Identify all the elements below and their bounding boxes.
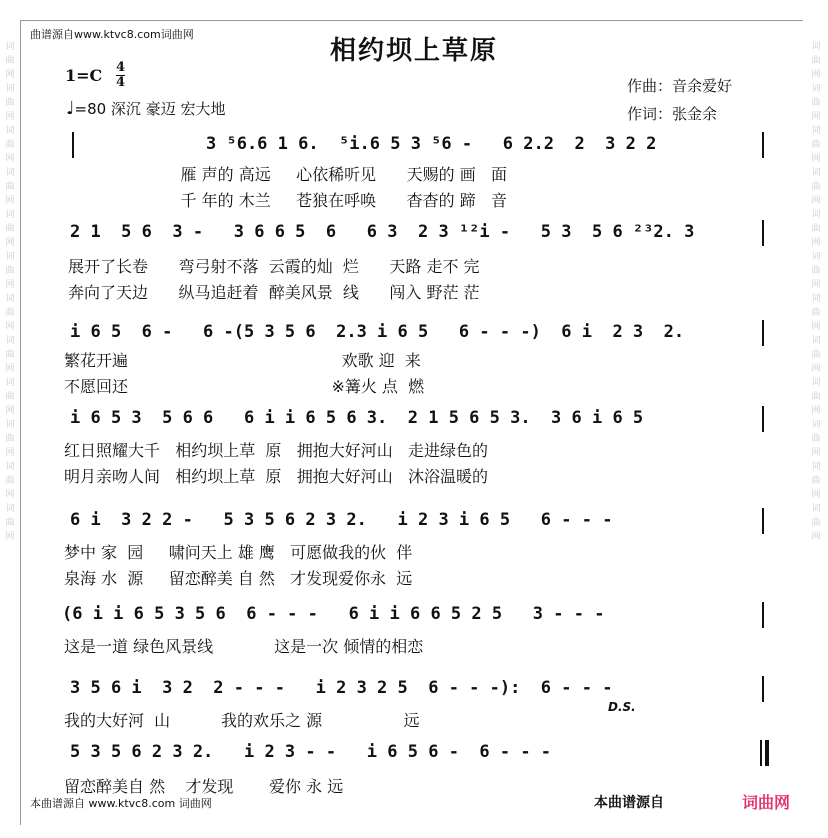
- score-line-8: [0, 740, 828, 826]
- source-link-top[interactable]: 曲谱源自www.ktvc8.com词曲网: [30, 28, 194, 41]
- final-barline: [760, 740, 762, 766]
- tempo-text: =80 深沉 豪迈 宏大地: [74, 100, 226, 118]
- lyric-verse-2: 奔向了天边 纵马追赶着 醉美风景 线 闯入 野茫 茫: [68, 283, 480, 302]
- side-watermark-left: 词曲网词曲网词曲网词曲网词曲网词曲网词曲网词曲网词曲网词曲网词曲网词曲网: [5, 42, 15, 542]
- barline: [762, 602, 764, 628]
- tempo-marking: [66, 98, 225, 119]
- lyric-verse-1: 我的大好河 山 我的欢乐之 源 远: [64, 711, 420, 730]
- lyric-verse-1: 繁花开遍 欢歌 迎 来: [64, 351, 421, 370]
- key-signature: 1=C: [65, 66, 103, 85]
- lyric-verse-1: 红日照耀大千 相约坝上草 原 拥抱大好河山 走进绿色的: [64, 441, 488, 460]
- song-title: 相约坝上草原: [329, 36, 498, 66]
- score-line-4: [0, 404, 828, 490]
- final-barline-thick: [765, 740, 769, 766]
- notation: i 6 5 6 - 6 -(5 3 5 6 2.3 i 6 5 6 - - -) 6 i 2 3 2.: [70, 322, 685, 342]
- composer: 作曲：音余爱好: [627, 77, 733, 95]
- lyricist: 作词：张金余: [627, 105, 718, 123]
- notation: 6 i 3 2 2 - 5 3 5 6 2 3 2. i 2 3 i 6 5 6 - - -: [70, 510, 613, 530]
- meter-top: 4: [116, 60, 126, 75]
- score-line-3: [0, 314, 828, 400]
- lyric-verse-2: 泉海 水 源 留恋醉美 自 然 才发现爱你永 远: [64, 569, 413, 588]
- notation: 3 ⁵6.6 1 6. ⁵i.6 5 3 ⁵6 - 6 2.2 2 3 2 2: [206, 134, 657, 154]
- lyric-verse-1: 留恋醉美自 然 才发现 爱你 永 远: [64, 777, 344, 796]
- lyric-verse-1: 这是一道 绿色风景线 这是一次 倾情的相恋: [64, 637, 424, 656]
- quarter-note-icon: ♩: [66, 98, 75, 119]
- side-watermark-right: 词曲网词曲网词曲网词曲网词曲网词曲网词曲网词曲网词曲网词曲网词曲网词曲网: [811, 42, 821, 542]
- score-line-5: [0, 506, 828, 592]
- lyric-verse-2: 不愿回还 ※篝火 点 燃: [64, 377, 425, 396]
- score-line-2: [0, 214, 828, 300]
- lyric-verse-1: 梦中 家 园 啸问天上 雄 鹰 可愿做我的伙 伴: [64, 543, 413, 562]
- lyric-verse-2: 千 年的 木兰 苍狼在呼唤 杳杳的 蹄 音: [150, 191, 507, 210]
- notation: i 6 5 3 5 6 6 6 i i 6 5 6 3. 2 1 5 6 5 3. 3 6 i 6 5: [70, 408, 644, 428]
- notation: 3 5 6 i 3 2 2 - - - i 2 3 2 5 6 - - -): 6 - - -: [70, 678, 613, 698]
- source-link-bottom[interactable]: 本曲谱源自 www.ktvc8.com 词曲网: [30, 797, 212, 810]
- source-note: 本曲谱源自: [594, 795, 664, 811]
- lyric-verse-1: 展开了长卷 弯弓射不落 云霞的灿 烂 天路 走不 完: [68, 257, 480, 276]
- notation: 2 1 5 6 3 - 3 6 6 5 6 6 3 2 3 ¹²i - 5 3 5 6 ²³2. 3: [70, 222, 695, 242]
- credits: [627, 72, 732, 128]
- barline: [762, 508, 764, 534]
- barline: [762, 676, 764, 702]
- time-signature: [116, 61, 125, 90]
- lyric-verse-1: 雁 声的 高远 心依稀听见 天赐的 画 面: [150, 165, 507, 184]
- lyric-verse-2: 明月亲吻人间 相约坝上草 原 拥抱大好河山 沐浴温暖的: [64, 467, 488, 486]
- barline: [762, 320, 764, 346]
- notation: (6 i i 6 5 3 5 6 6 - - - 6 i i 6 6 5 2 5 3 - - -: [62, 604, 605, 624]
- meter-bottom: 4: [116, 75, 126, 90]
- barline: [762, 406, 764, 432]
- barline: [72, 132, 74, 158]
- score-line-1: [0, 126, 828, 212]
- notation: 5 3 5 6 2 3 2. i 2 3 - - i 6 5 6 - 6 - - -: [70, 742, 552, 762]
- brand-logo[interactable]: 词曲网: [742, 793, 791, 812]
- barline: [762, 132, 764, 158]
- ds-marking: D.S.: [608, 700, 636, 714]
- barline: [762, 220, 764, 246]
